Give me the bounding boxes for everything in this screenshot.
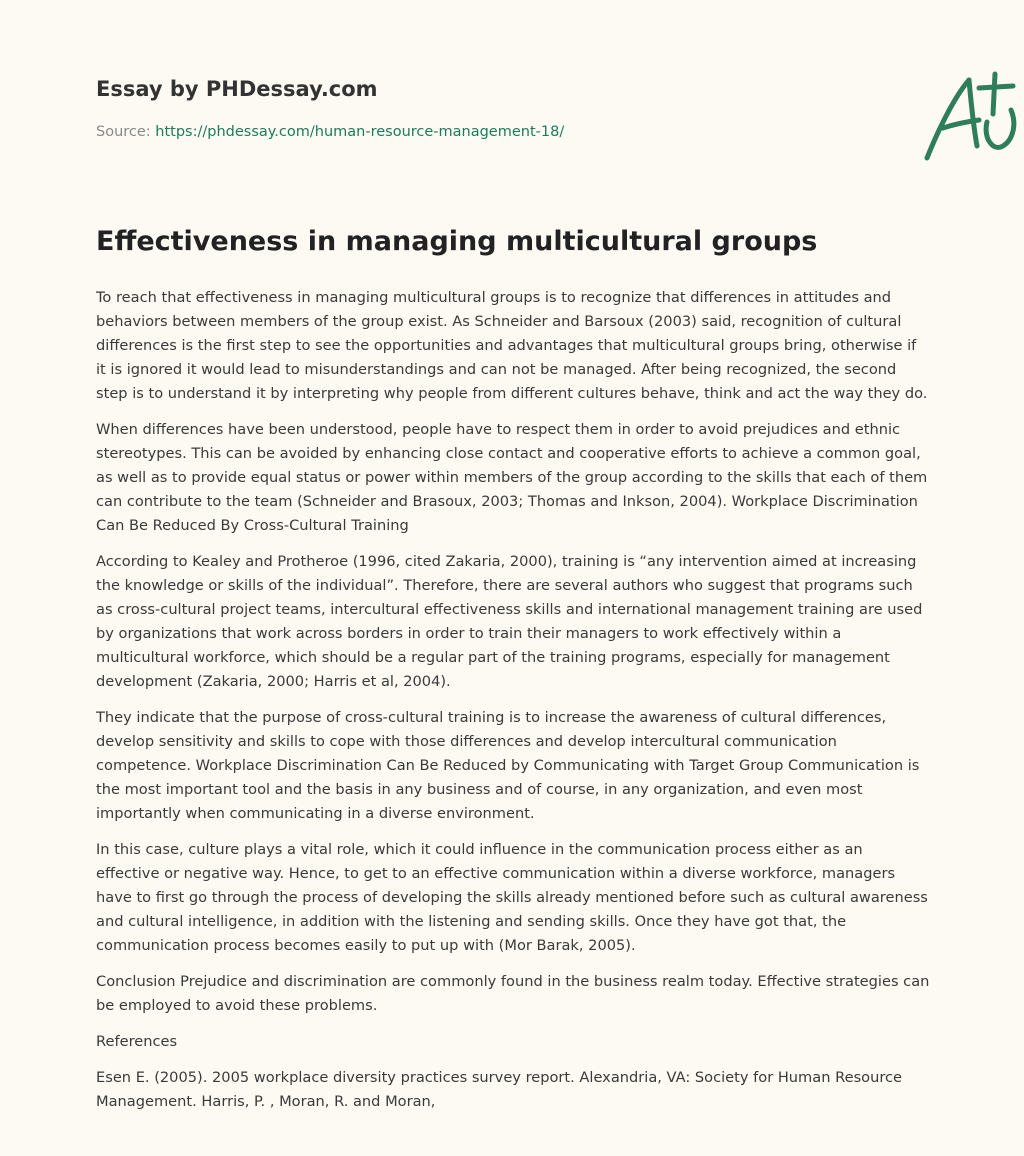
site-title: Essay by PHDessay.com [96, 77, 378, 101]
paragraph: They indicate that the purpose of cross-cultural training is to increase the awareness of cultural differences, develop sensitivity and skills to cope with those differences and develop intercultural communication competence. Workplace Discrimination Can Be Reduced by Communicating with Target Group Communication is the most important tool and the basis in any business and of course, in any organization, and even most importantly when communicating in a diverse environment. [96, 709, 920, 822]
essay-title: Effectiveness in managing multicultural groups [96, 226, 818, 257]
paragraph: In this case, culture plays a vital role, which it could influence in the communication process either as an effective or negative way. Hence, to get to an effective communication within a diverse workforce, managers have to first go through the process of developing the skills already mentioned before such as cultural awareness and cultural intelligence, in addition with the listening and sending skills. Once they have got that, the communication process becomes easily to put up with (Mor Barak, 2005). [96, 841, 928, 954]
references-heading: References [96, 1033, 178, 1050]
paragraph: To reach that effectiveness in managing multicultural groups is to recognize that differences in attitudes and behaviors between members of the group exist. As Schneider and Barsoux (2003) said, recognition of cultural differences is the first step to see the opportunities and advantages that multicultural groups bring, otherwise if it is ignored it would lead to misunderstandings and can not be managed. After being recognized, the second step is to understand it by interpreting why people from different cultures behave, think and act the way they do. [96, 289, 928, 402]
essay-body [96, 286, 930, 1126]
source-link[interactable]: https://phdessay.com/human-resource-management-18/ [155, 124, 565, 140]
reference-entry: Esen E. (2005). 2005 workplace diversity practices survey report. Alexandria, VA: Society for Human Resource Management. Harris, P. , Moran, R. and Moran, [96, 1069, 903, 1110]
paragraph: According to Kealey and Protheroe (1996, cited Zakaria, 2000), training is “any intervention aimed at increasing the knowledge or skills of the individual”. Therefore, there are several authors who suggest that programs such as cross-cultural project teams, intercultural effectiveness skills and international management training are used by organizations that work across borders in order to train their managers to work effectively within a multicultural workforce, which should be a regular part of the training programs, especially for management development (Zakaria, 2000; Harris et al, 2004). [96, 553, 923, 690]
paragraph: When differences have been understood, people have to respect them in order to avoid prejudices and ethnic stereotypes. This can be avoided by enhancing close contact and cooperative efforts to achieve a common goal, as well as to provide equal status or power within members of the group according to the skills that each of them can contribute to the team (Schneider and Brasoux, 2003; Thomas and Inkson, 2004). Workplace Discrimination Can Be Reduced By Cross-Cultural Training [96, 421, 928, 534]
source-line [96, 124, 564, 140]
source-label: Source: [96, 124, 156, 140]
a-plus-logo-icon [917, 66, 1024, 166]
paragraph: Conclusion Prejudice and discrimination are commonly found in the business realm today. Effective strategies can be employed to avoid these problems. [96, 973, 930, 1014]
